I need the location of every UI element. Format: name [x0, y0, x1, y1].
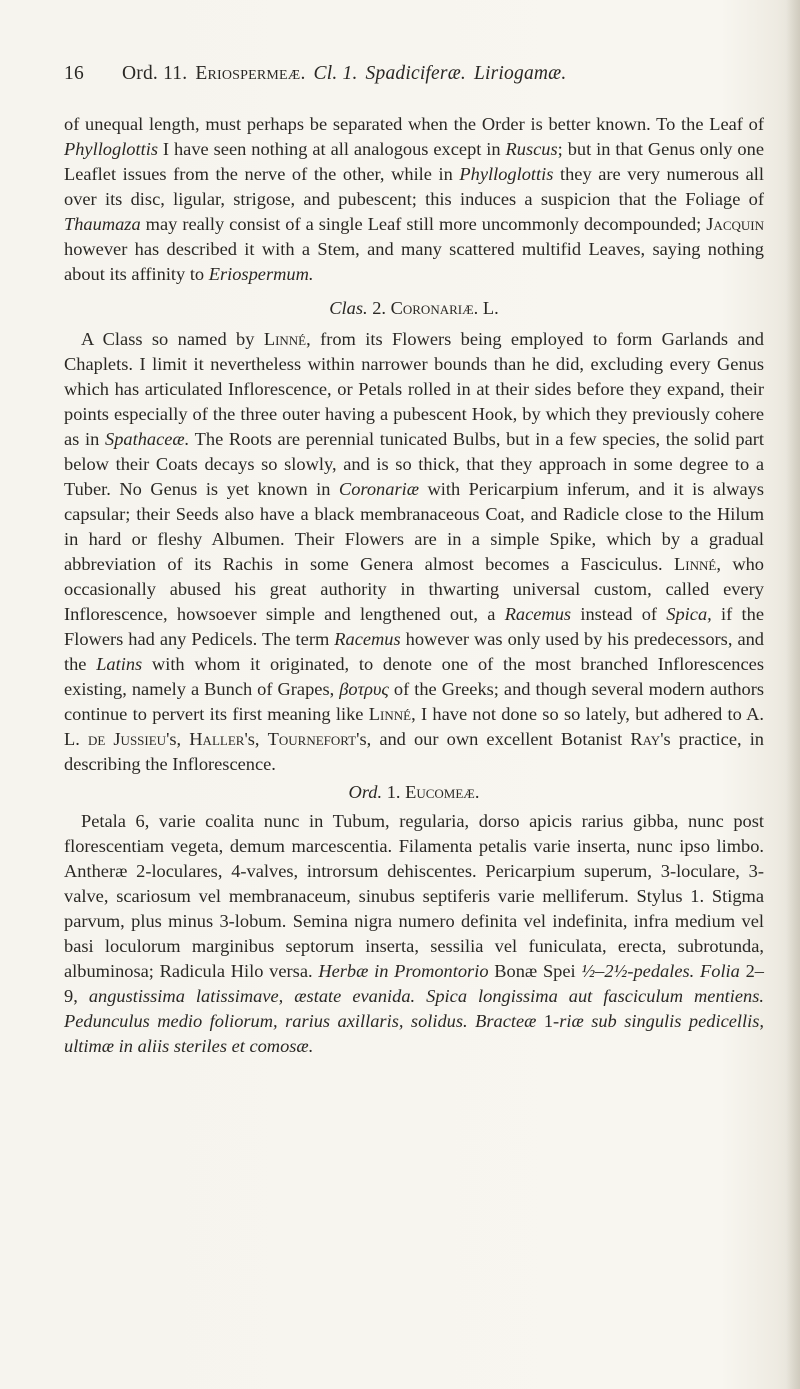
text-run: Spica, — [666, 604, 712, 624]
text-run: Ray — [630, 729, 661, 749]
text-run: ; but in that Genus only one Leaflet issues from the nerve of the other, while in — [64, 139, 764, 184]
subclass-name: Liriogamæ. — [473, 63, 567, 84]
text-run: 1- — [536, 1011, 560, 1031]
text-run: Ord. — [348, 782, 383, 802]
text-run: de Jussieu — [87, 729, 167, 749]
running-title — [122, 63, 574, 85]
text-run: Racemus — [504, 604, 572, 624]
text-run: Coronariæ. — [390, 298, 479, 318]
paragraph-continuation — [64, 112, 764, 287]
text-run: 's, — [244, 729, 268, 749]
text-run: Eriospermum. — [208, 264, 314, 284]
text-run: The Roots are perennial tunicated Bulbs, but in a few species, the solid part below their Coats decays so slowly, and is so thick, that they approach in some degree to a Tuber. No Genus is yet known in — [64, 429, 765, 499]
order-name: Eriospermeæ. — [195, 63, 306, 84]
text-run: Linné — [674, 554, 717, 574]
text-run: Coronariæ — [338, 479, 419, 499]
text-run: Herbæ in Promontorio — [318, 961, 489, 981]
class-heading — [64, 296, 764, 321]
order-label: Ord. 11. — [122, 63, 188, 84]
text-run: angustissima latissimave, æstate evanida. Spica longissima aut fasciculum mentiens. Pedunculus medio foliorum, rarius axillaris, solidus. Bracteæ — [64, 986, 764, 1031]
text-run: 's, and our own excellent Botanist — [356, 729, 631, 749]
class-name: Spadiciferæ. — [365, 63, 466, 84]
text-run: Latins — [96, 654, 143, 674]
text-run: they are very numerous all over its disc, ligular, strigose, and pubescent; this induces a suspicion that the Foliage of — [64, 164, 764, 209]
text-run: riæ sub singulis pedicellis, ultimæ in aliis steriles et comosæ. — [64, 1011, 764, 1056]
text-run: Bonæ Spei — [488, 961, 582, 981]
text-run: Jacquin — [706, 214, 764, 234]
text-run: with Pericarpium inferum, and it is always capsular; their Seeds also have a black membranaceous Coat, and Radicle close to the Hilum in hard or fleshy Albumen. Their Flowers are in a simple Spike, which by a gradual abbreviation of its Rachis in some Genera almost becomes a Fasciculus. — [64, 479, 764, 574]
page-number: 16 — [64, 63, 84, 84]
text-run: with whom it originated, to denote one of the most branched Inflorescences existing, namely a Bunch of Grapes, — [64, 654, 764, 699]
text-run: Clas. — [329, 298, 368, 318]
text-run: βοτρυς — [339, 679, 389, 699]
text-run: Eucomeæ. — [405, 782, 480, 802]
text-run: 2–9, — [64, 961, 764, 1006]
text-run: 1. — [382, 782, 406, 802]
text-run: of unequal length, must perhaps be separated when the Order is better known. To the Leaf of — [64, 114, 764, 134]
page-body — [64, 112, 764, 1059]
text-run: 's practice, in describing the Inflorescence. — [64, 729, 765, 774]
running-header — [64, 63, 764, 89]
paragraph-latin-description — [64, 809, 764, 1059]
text-run: A Class so named by — [81, 329, 264, 349]
text-run: , who occasionally abused his great authority in thwarting universal custom, called every Inflorescence, howsoever simple and lengthened out, a — [64, 554, 764, 624]
text-run: , I have not done so so lately, but adhered to A. L. — [64, 704, 764, 749]
text-run: ½–2½-pedales. Folia — [581, 961, 740, 981]
text-run: Tournefort — [267, 729, 357, 749]
text-run: Phylloglottis — [64, 139, 158, 159]
text-run: if the Flowers had any Pedicels. The term — [64, 604, 764, 649]
text-run: Phylloglottis — [459, 164, 554, 184]
text-run: Thaumaza — [64, 214, 141, 234]
text-run: Spathaceæ. — [105, 429, 190, 449]
text-run: Petala 6, varie coalita nunc in Tubum, regularia, dorso apicis rarius gibba, nunc post florescentiam vegeta, demum marcescentia. Filamenta petalis varie inserta, nunc ipso limbo. Antheræ 2-loculares, 4-valves, introrsum dehiscentes. Pericarpium superum, 3-loculare, 3-valve, scariosum vel membranaceum, sinubus septiferis varie melliferum. Stylus 1. Stigma parvum, plus minus 3-lobum. Semina nigra numero definita vel indefinita, infra medium vel basi loculorum marginibus septorum inserta, sessilia vel funiculata, erecta, subrotunda, albuminosa; Radicula Hilo versa. — [64, 811, 764, 981]
text-run: I have seen nothing at all analogous except in — [158, 139, 506, 159]
order-heading — [64, 780, 764, 805]
text-run: of the Greeks; and though several modern authors continue to pervert its first meaning like — [64, 679, 764, 724]
text-run: Haller — [189, 729, 245, 749]
text-run: instead of — [571, 604, 667, 624]
text-run: 2. — [367, 298, 391, 318]
text-run: , from its Flowers being employed to form Garlands and Chaplets. I limit it nevertheless within narrower bounds than he did, excluding every Genus which has articulated Inflorescence, or Petals rolled in at their sides before they expand, their points especially of the three outer having a pubescent Hook, by which they previously cohere as in — [64, 329, 764, 449]
text-run: Racemus — [334, 629, 401, 649]
text-run: Linné — [263, 329, 307, 349]
class-label: Cl. 1. — [313, 63, 358, 84]
text-run: Ruscus — [505, 139, 558, 159]
text-run: L. — [478, 298, 499, 318]
paragraph-coronariae — [64, 327, 764, 777]
page-edge-shadow — [786, 0, 800, 1389]
text-run: may really consist of a single Leaf still more uncommonly decompounded; — [140, 214, 707, 234]
text-run: 's, — [166, 729, 190, 749]
text-run: however has described it with a Stem, and many scattered multifid Leaves, saying nothing about its affinity to — [64, 239, 764, 284]
text-run: however was only used by his predecessors, and the — [64, 629, 764, 674]
text-run: Linné — [368, 704, 412, 724]
